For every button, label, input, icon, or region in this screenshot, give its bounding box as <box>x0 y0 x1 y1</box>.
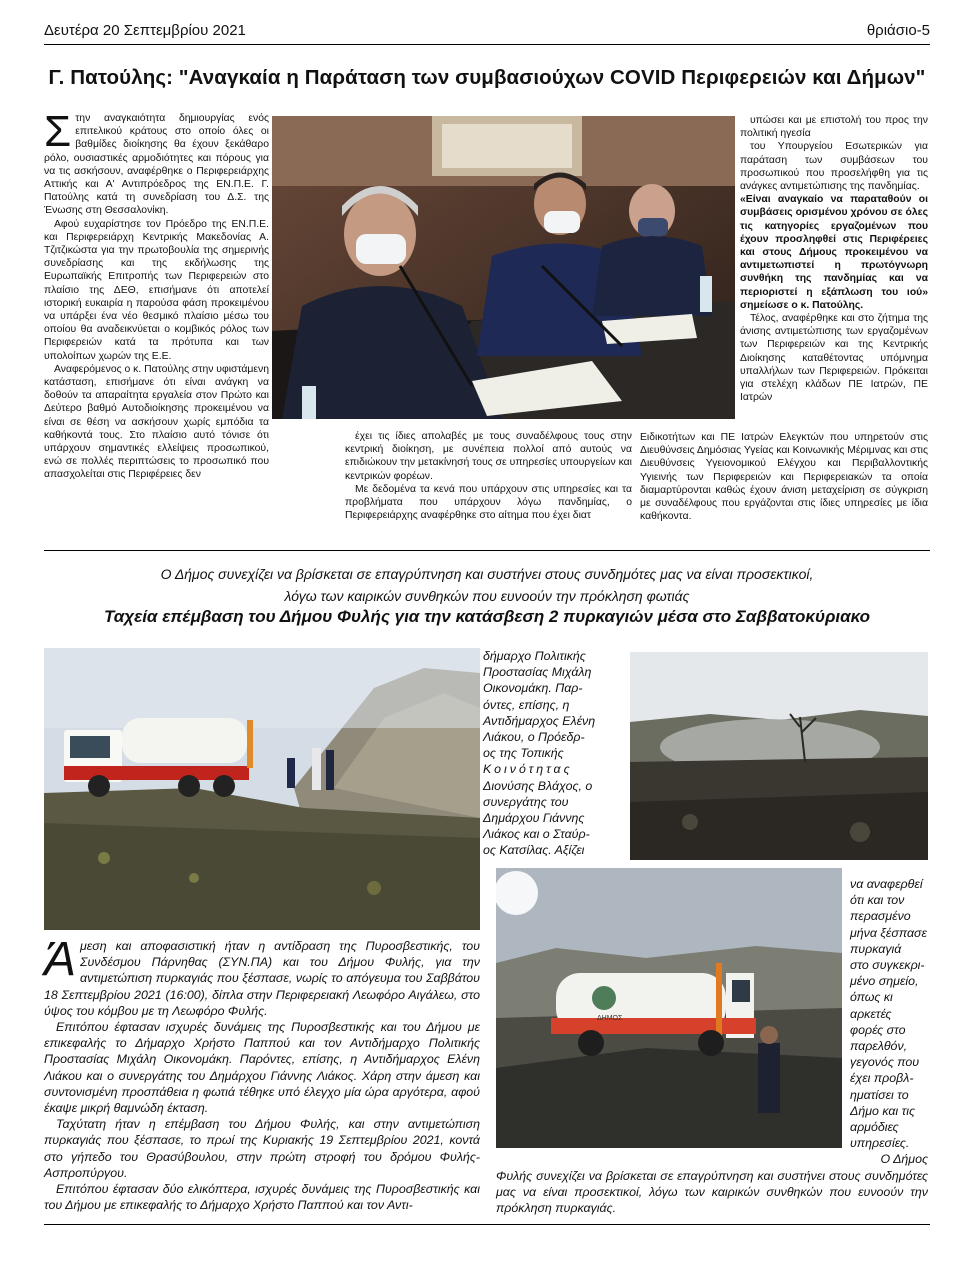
article1-quote: «Είναι αναγκαίο να παραταθούν οι συμβάσεις ορισμένου χρόνου σε όλες τις κατηγορίες εργαζομένων που έχουν προσληφθεί στις Περιφέρειες και στους Δήμους προκειμένου να αντιμετωπιστεί η πρωτόγνωρη συνθήκη της πανδημίας και να περιοριστεί η εξάπλωση του ιού» <box>740 194 928 298</box>
meeting-photo-svg <box>272 116 735 419</box>
issue-date: Δευτέρα 20 Σεπτεμβρίου 2021 <box>44 22 246 39</box>
article2-line: μήνα ξέσπασε <box>850 925 927 940</box>
article2-line: Διονύσης Βλάχος, ο <box>483 778 593 793</box>
article2-line: παρελθόν, <box>850 1039 908 1054</box>
article1-paragraph: έχει τις ίδιες απολαβές με τους συναδέλφους τους στην κεντρική διοίκηση, με συνέπεια πολλοί από αυτούς να επιδιώκουν την μετακίνησή τους σε υπηρεσίες υπουργείων και κεντρικών φορέων. <box>345 431 632 482</box>
article2-line: φορές στο <box>850 1022 906 1037</box>
article1-column-4 <box>640 431 928 523</box>
article2-line: Δημάρχου Γιάννης <box>483 811 585 826</box>
article2-paragraph: Επιτόπου έφτασαν δύο ελικόπτερα, ισχυρές δυνάμεις της Πυροσβεστικής και του Δήμου με επικεφαλής το Δήμαρχο Χρήστο Παππού και τον Αντι- <box>44 1182 480 1213</box>
article1-paragraph: Τέλος, αναφέρθηκε και στο ζήτημα της άνισης αντιμετώπισης των εργαζομένων των Περιφερειών και της Κεντρικής Διοίκησης καταθέτοντας υπόμνημα υπαλλήλων των Περιφερειών. Πρόκειται για στελέχη κλάδων ΠΕ Ιατρών, ΠΕ Ιατρών <box>740 313 928 404</box>
article2-kicker-line-2: λόγω των καιρικών συνθηκών που ευνοούν την πρόκληση φωτιάς <box>284 588 690 604</box>
section-rule <box>44 550 930 551</box>
article2-line: ος Κατσίλας. Αξίζει <box>483 843 585 858</box>
burnt-field-smoke-photo <box>630 652 928 860</box>
article2-middle-column <box>483 648 618 859</box>
article2-line: ηματίσει το <box>850 1087 909 1102</box>
article2-paragraph: Φυλής συνεχίζει να βρίσκεται σε επαγρύπνηση και συστήνει στους συνδημότες μας να είναι προσεκτικοί, λόγω των καιρικών συνθηκών που ευνοούν την πρόκληση πυρκαγιάς. <box>496 1169 928 1216</box>
article2-dropcap: Ά <box>44 933 77 986</box>
article2-paragraph: Ταχύτατη ήταν η επέμβαση του Δήμου Φυλής, και στην αντιμετώπιση πυρκαγιάς που ξέσπασε, το πρωί της Κυριακής 19 Σεπτεμβρίου 2021, κοντά στο γήπεδο του Θρασύβουλου, στην πρώτη στροφή του δρόμου Φυλής-Ασπροπύργου. <box>44 1117 480 1180</box>
article2-line: Ο Δήμος <box>880 1152 928 1167</box>
article2-line: πυρκαγιά <box>850 941 902 956</box>
fire-truck-hillside-photo <box>44 648 480 930</box>
article2-line: όντες, επίσης, η <box>483 697 570 712</box>
article2-line: ος της Τοπικής <box>483 746 564 761</box>
article1-paragraph: Με δεδομένα τα κενά που υπάρχουν στις υπηρεσίες και τα προβλήματα που υπάρχουν λόγω πανδημίας, ο Περιφερειάρχης αναφέρθηκε στο αίτημα που έχει διατ <box>345 483 632 522</box>
article2-line: αρμόδιες <box>850 1120 899 1135</box>
article2-line: Αντιδήμαρχος Ελένη <box>483 713 596 728</box>
article1-column-2 <box>345 430 632 522</box>
article2-right-column <box>850 876 928 1168</box>
article1-column-3 <box>740 114 928 404</box>
fire-truck-hillside-svg <box>44 648 480 930</box>
article2-line: δήμαρχο Πολιτικής <box>483 649 586 663</box>
article1-quote-attribution: σημείωσε ο κ. Πατούλης. <box>740 299 864 311</box>
article2-kicker-line-1: Ο Δήμος συνεχίζει να βρίσκεται σε επαγρύπνηση και συστήνει στους συνδημότες μας να είναι προσεκτικοί, <box>160 566 814 582</box>
article2-title: Ταχεία επέμβαση του Δήμου Φυλής για την κατάσβεση 2 πυρκαγιών μέσα στο Σαββατοκύριακο <box>103 607 871 626</box>
truck-decal: ΔΗΜΟΣ <box>597 1015 623 1022</box>
article1-paragraph: Ειδικοτήτων και ΠΕ Ιατρών Ελεγκτών που υπηρετούν στις Διευθύνσεις Δημόσιας Υγείας και Κοινωνικής Μέριμνας και στις Διευθύνσεις Υγειονομικού Ελέγχου και Περιβαλλοντικής Υγιεινής των Περιφερειών και Περιφερειακών τα οποία διαμαρτύρονται καθώς έχουν άνιση μεταχείριση σε σύγκριση με συναδέλφους που εργάζονται στις ίδιες υπηρεσίες με ίδια καθήκοντα. <box>640 432 928 523</box>
article2-line: Λιάκου, ο Πρόεδρ- <box>483 730 585 745</box>
meeting-photo <box>272 116 735 419</box>
article1-paragraph: υπώσει και με επιστολή του προς την πολιτική ηγεσία <box>740 115 928 140</box>
article2-line: ότι και τον <box>850 893 905 908</box>
article2-line: συνεργάτης του <box>483 794 569 809</box>
article1-dropcap: Σ <box>44 107 72 156</box>
article2-line: Λιάκος και ο Σταύρ- <box>483 827 590 842</box>
article2-line: Προστασίας Μιχάλη <box>483 665 592 680</box>
article2-line: μένο σημείο, <box>850 974 919 989</box>
article2-line: όπως κι <box>850 990 893 1005</box>
header-rule <box>44 44 930 45</box>
article2-line: γεγονός που <box>850 1055 920 1070</box>
article1-paragraph: Αναφερόμενος ο κ. Πατούλης στην υφιστάμενη κατάσταση, επισήμανε ότι είναι ανάγκη να δοθούν τα απαραίτητα εργαλεία στον Πρώτο και Δεύτερο βαθμό Αυτοδιοίκησης προκειμένου να είναι σε θέση να ασκήσουν χωρίς εμπόδια τα καθήκοντά τους. Στο πλαίσιο αυτό τόνισε ότι υπάρχουν σημαντικές ελλείψεις προσωπικού, ενώ σε πολλές περιπτώσεις το προσωπικό που απασχολείται στις Περιφέρειες δεν <box>44 363 270 481</box>
page-number: θριάσιο-5 <box>866 22 930 39</box>
article2-line: Κοινότητας <box>483 762 573 777</box>
article2-paragraph: Επιτόπου έφτασαν ισχυρές δυνάμεις της Πυροσβεστικής και του Δήμου με επικεφαλής το Δήμαρχο Χρήστο Παππού και τον Αντιδήμαρχο Πολιτικής Προστασίας Μιχάλη Οικονομάκη. Παρόντες, επίσης, η Αντιδήμαρχος Ελένη Λιάκου και ο συνεργάτης του Δημάρχου Γιάννης Λιάκος. Χάρη στην άμεση και συντονισμένη προσπάθεια η φωτιά τέθηκε υπό έλεγχο μία ώρα αργότερα, αφού έκαψε μικρή θαμνώδη έκταση. <box>44 1020 480 1116</box>
fire-truck-road-photo <box>496 868 842 1148</box>
article2-paragraph: μεση και αποφασιστική ήταν η αντίδραση της Πυροσβεστικής, του Συνδέσμου Πάρνηθας (ΣΥΝ.ΠΑ) και του Δήμου Φυλής, για την αντιμετώπιση πυρκαγιάς που ξέσπασε, νωρίς το απόγευμα του Σαββάτου 18 Σεπτεμβρίου 2021 (16:00), δίπλα στην Περιφερειακή Λεωφόρο Αιγάλεω, στο ύψος του κόμβου με τη Λεωφόρο Φυλής. <box>44 939 480 1018</box>
fire-truck-road-svg <box>496 868 842 1148</box>
article2-line: να αναφερθεί <box>850 877 923 891</box>
article2-line: αρκετές <box>850 1006 892 1021</box>
article2-line: υπηρεσίες. <box>850 1136 910 1151</box>
footer-rule <box>44 1224 930 1225</box>
article1-paragraph: Αφού ευχαρίστησε τον Πρόεδρο της ΕΝ.Π.Ε. και Περιφερειάρχη Κεντρικής Μακεδονίας Α. Τζιτζικώστα για την πρωτοβουλία της σημερινής συνεδρίασης και της εκδήλωσης της Ευρωπαϊκής Επιτροπής των Περιφερειών στο πλαίσιο της ΔΕΘ, επισήμανε ότι αποτελεί ιστορική ευκαιρία η παρούσα φάση προκειμένου να υπάρξει ένα νέο θεσμικό πλαίσιο μέσω του οποίου θα αναδεικνύεται ο κομβικός ρόλος των Περιφερειών κατά τα πρότυπα και των υπολοίπων χωρών της Ε.Ε. <box>44 218 269 362</box>
article1-paragraph: του Υπουργείου Εσωτερικών για παράταση των συμβάσεων του προσωπικού που προσελήφθη για τις ανάγκες αντιμετώπισης της πανδημίας. <box>740 141 928 193</box>
article1-paragraph: την αναγκαιότητα δημιουργίας ενός επιτελικού κράτους στο οποίο όλες οι βαθμίδες διοίκησης θα έχουν ξεκάθαρο ρόλο, ουσιαστικές αρμοδιότητες και πόρους για να τις ασκήσουν, αναφέρθηκε ο Περιφερειάρχης Αττικής και Α' Αντιπρόεδρος της ΕΝ.Π.Ε. Γ. Πατούλης κατά τη συνεδρίαση του Δ.Σ. της Ένωσης στη Θεσσαλονίκη. <box>44 113 269 217</box>
article2-closing <box>496 1168 928 1217</box>
article2-line: στο συγκεκρι- <box>850 958 925 973</box>
article2-main-column <box>44 933 480 1213</box>
article2-line: έχει προβλ- <box>850 1071 914 1086</box>
article1-title: Γ. Πατούλης: "Αναγκαία η Παράταση των συμβασιούχων COVID Περιφερειών και Δήμων" <box>48 66 926 89</box>
article2-line: περασμένο <box>850 909 911 924</box>
article2-line: Δήμο και τις <box>850 1103 916 1118</box>
article2-line: Οικονομάκη. Παρ- <box>483 681 583 696</box>
burnt-field-smoke-svg <box>630 652 928 860</box>
article1-column-1 <box>44 107 270 482</box>
